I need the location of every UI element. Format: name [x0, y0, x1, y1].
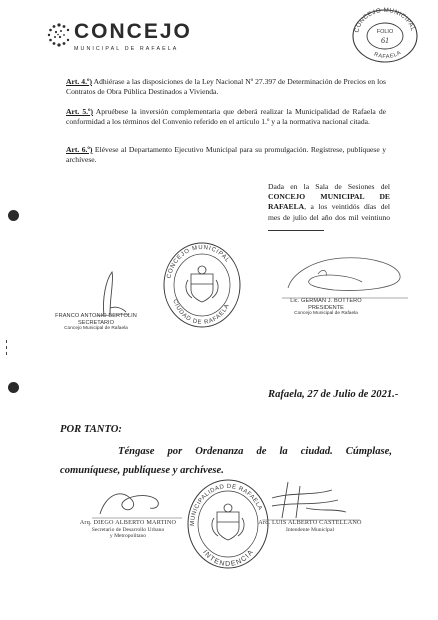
- article-5-label: Art. 5.º): [66, 107, 94, 116]
- margin-tick: [6, 352, 7, 355]
- signature-castellano: [262, 478, 362, 524]
- signature-block-presidente: [270, 298, 382, 318]
- castellano-role: Intendente Municipal: [286, 526, 334, 533]
- martino-name: Arq. DIEGO ALBERTO MARTINO: [79, 519, 177, 526]
- closing-blank-line: [268, 223, 324, 231]
- folio-number: 61: [381, 36, 389, 45]
- closing-line1: Dada en la Sala de Sesiones del: [268, 182, 390, 191]
- svg-text:INTENDENCIA: [201, 548, 255, 568]
- coat-of-arms-icon: [212, 504, 244, 540]
- punch-hole-top: [8, 210, 19, 221]
- martino-role2: y Metropolitano: [109, 533, 147, 540]
- signature-block-secretario-urbano: [72, 520, 184, 540]
- signature-martino: [92, 484, 184, 522]
- article-6: [66, 145, 386, 165]
- por-tanto-heading: POR TANTO:: [60, 424, 122, 435]
- svg-text:RAFAELA: [373, 50, 403, 60]
- article-4-text: Adhiérase a las disposiciones de la Ley Nacional Nº 27.397 de Determinación de Precios en los Contratos de Obra Pública Destinados a Vivienda.: [66, 77, 386, 97]
- signature-bertolin: [86, 268, 142, 318]
- martino-role: Secretario de Desarrollo Urbano: [91, 526, 165, 533]
- signature-bottero: [282, 248, 410, 302]
- closing-text: [268, 182, 390, 234]
- presidente-name: Lic. GERMAN J. BOTTERO: [290, 298, 362, 304]
- svg-text:CIUDAD DE RAFAELA: [171, 299, 231, 326]
- closing-line2: , a los veintidós días del mes de julio del año dos mil veintiuno: [268, 202, 390, 222]
- logo-subtitle: MUNICIPAL DE RAFAELA: [74, 46, 179, 52]
- presidente-role: PRESIDENTE: [308, 304, 344, 311]
- council-seal-top-text: CONCEJO MUNICIPAL: [166, 244, 231, 280]
- folio-stamp: [350, 6, 420, 64]
- council-seal: [160, 240, 244, 330]
- signature-block-secretario: [40, 313, 152, 333]
- article-4-label: Art. 4.º): [66, 77, 93, 86]
- article-4: [66, 77, 386, 97]
- margin-tick: [6, 346, 7, 349]
- secretario-name: FRANCO ANTONIO BERTOLIN: [55, 313, 137, 319]
- signature-block-intendente: [254, 520, 366, 533]
- intendencia-seal-top-text: MUNICIPALIDAD DE RAFAELA: [189, 483, 263, 527]
- folio-stamp-bottom-text: RAFAELA: [373, 49, 403, 61]
- secretario-role: SECRETARIO: [78, 319, 114, 326]
- closing-bold: CONCEJO MUNICIPAL DE RAFAELA: [268, 192, 390, 212]
- castellano-name: Arq. LUIS ALBERTO CASTELLANO: [258, 519, 362, 526]
- punch-hole-bottom: [8, 382, 19, 393]
- logo-title: CONCEJO: [74, 20, 192, 43]
- article-6-text: Elévese al Departamento Ejecutivo Municipal para su promulgación. Regístrese, publíquese y archívese.: [66, 145, 386, 165]
- concejo-logo: [46, 20, 206, 56]
- intendencia-seal-bottom-text: INTENDENCIA: [201, 548, 256, 569]
- coat-of-arms-icon: [186, 266, 218, 302]
- tengase-paragraph: Téngase por Ordenanza de la ciudad. Cúmplase, comuníquese, publíquese y archívese.: [60, 446, 392, 476]
- article-5: [66, 107, 386, 127]
- article-5-text: Apruébese la inversión complementaria que deberá realizar la Municipalidad de Rafaela de conformidad a los términos del Convenio referido en el artículo 1.º y a la normativa nacional citada.: [66, 107, 386, 127]
- council-seal-bottom-text: CIUDAD DE RAFAELA: [171, 298, 231, 327]
- presidente-org: Concejo Municipal de Rafaela: [294, 311, 358, 317]
- logo-dots-icon: [46, 22, 72, 48]
- folio-label: FOLIO: [376, 29, 394, 35]
- folio-stamp-top-text: CONCEJO MUNICIPAL: [353, 6, 417, 34]
- article-6-label: Art. 6.º): [66, 145, 93, 154]
- margin-tick: [6, 340, 7, 343]
- svg-text:MUNICIPALIDAD DE RAFAELA: [190, 484, 263, 526]
- date-line: Rafaela, 27 de Julio de 2021.-: [268, 389, 399, 400]
- secretario-org: Concejo Municipal de Rafaela: [64, 326, 128, 332]
